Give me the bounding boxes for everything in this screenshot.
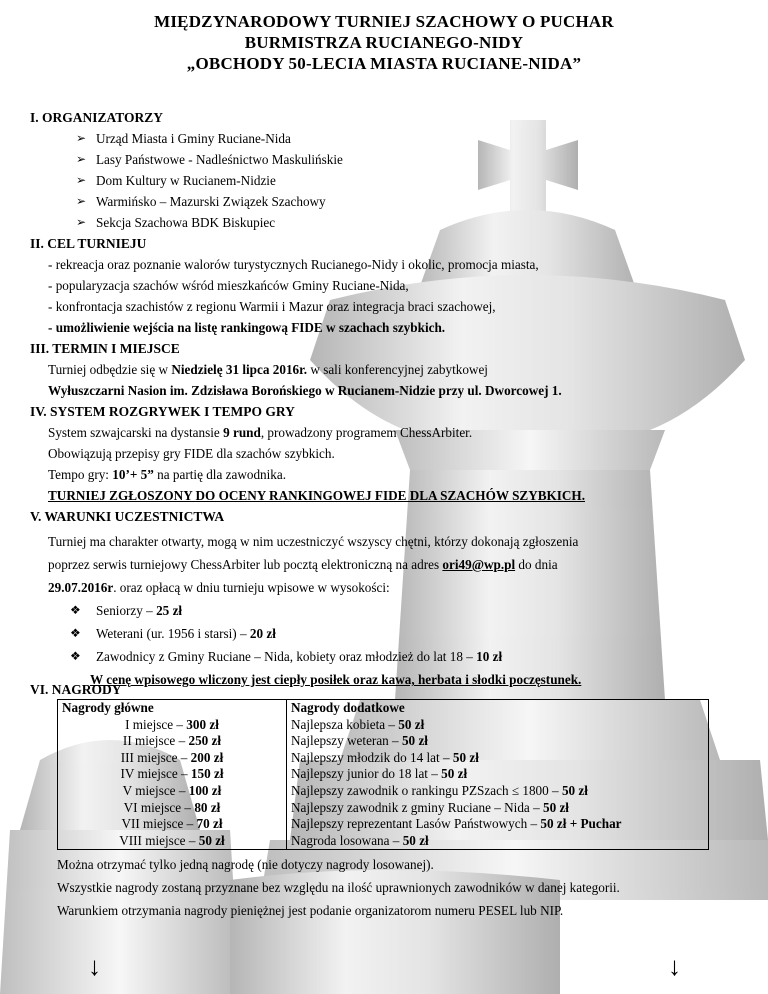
prize-note: Wszystkie nagrody zostaną przyznane bez względu na ilość uprawnionych zawodników w danej kategorii. bbox=[57, 880, 620, 895]
main-prize: III miejsce – 200 zł bbox=[58, 750, 287, 767]
tournament-date: Niedzielę 31 lipca 2016r. bbox=[171, 362, 308, 377]
extra-prize: Najlepszy reprezentant Lasów Państwowych – 50 zł + Puchar bbox=[287, 816, 709, 833]
organizer-item: ➢ Urząd Miasta i Gminy Ruciane-Nida bbox=[76, 131, 291, 146]
fide-rating-notice: TURNIEJ ZGŁOSZONY DO OCENY RANKINGOWEJ FIDE DLA SZACHÓW SZYBKICH. bbox=[48, 488, 585, 503]
extra-prize: Nagroda losowana – 50 zł bbox=[287, 833, 709, 850]
tempo-value: 10’+ 5” bbox=[112, 467, 154, 482]
rounds-count: 9 rund bbox=[223, 425, 261, 440]
extra-prizes-header: Nagrody dodatkowe bbox=[287, 700, 709, 717]
arrow-bullet-icon: ➢ bbox=[76, 152, 87, 166]
main-prize: VIII miejsce – 50 zł bbox=[58, 833, 287, 850]
table-row bbox=[58, 766, 709, 783]
extra-prize: Najlepszy weteran – 50 zł bbox=[287, 733, 709, 750]
table-row bbox=[58, 783, 709, 800]
main-prize: V miejsce – 100 zł bbox=[58, 783, 287, 800]
extra-prize: Najlepszy junior do 18 lat – 50 zł bbox=[287, 766, 709, 783]
registration-deadline: 29.07.2016r bbox=[48, 580, 114, 595]
rules-line: Obowiązują przepisy gry FIDE dla szachów szybkich. bbox=[48, 446, 335, 461]
goal-line-fide: - umożliwienie wejścia na listę rankingową FIDE w szachach szybkich. bbox=[48, 320, 446, 335]
down-arrow-icon: ↓ bbox=[88, 952, 101, 981]
extra-prize: Najlepsza kobieta – 50 zł bbox=[287, 717, 709, 734]
goal-line: - konfrontacja szachistów z regionu Warmii i Mazur oraz integracja braci szachowej, bbox=[48, 299, 496, 314]
conditions-line: 29.07.2016r. oraz opłacą w dniu turnieju wpisowe w wysokości: bbox=[48, 580, 390, 595]
conditions-line: Turniej ma charakter otwarty, mogą w nim uczestniczyć wszyscy chętni, którzy dokonają zgłoszenia bbox=[48, 534, 579, 549]
main-prizes-header: Nagrody główne bbox=[58, 700, 287, 717]
section-system-heading: IV. SYSTEM ROZGRYWEK I TEMPO GRY bbox=[30, 404, 295, 419]
main-prize: IV miejsce – 150 zł bbox=[58, 766, 287, 783]
email-link[interactable]: ori49@wp.pl bbox=[442, 557, 516, 572]
table-row bbox=[58, 700, 709, 717]
diamond-bullet-icon: ❖ bbox=[70, 649, 81, 663]
system-line: System szwajcarski na dystansie 9 rund, prowadzony programem ChessArbiter. bbox=[48, 425, 473, 440]
diamond-bullet-icon: ❖ bbox=[70, 626, 81, 640]
table-row bbox=[58, 717, 709, 734]
table-row bbox=[58, 816, 709, 833]
extra-prize: Najlepszy młodzik do 14 lat – 50 zł bbox=[287, 750, 709, 767]
prize-note: Warunkiem otrzymania nagrody pieniężnej jest podanie organizatorom numeru PESEL lub NIP. bbox=[57, 903, 564, 918]
extra-prize: Najlepszy zawodnik o rankingu PZSzach ≤ 1800 – 50 zł bbox=[287, 783, 709, 800]
goal-line: - popularyzacja szachów wśród mieszkańców Gminy Ruciane-Nida, bbox=[48, 278, 409, 293]
arrow-bullet-icon: ➢ bbox=[76, 215, 87, 229]
section-prizes-heading: VI. NAGRODY bbox=[30, 682, 122, 697]
table-row bbox=[58, 833, 709, 850]
fee-includes-note: W cenę wpisowego wliczony jest ciepły posiłek oraz kawa, herbata i słodki poczęstunek. bbox=[90, 672, 582, 687]
tempo-line: Tempo gry: 10’+ 5” na partię dla zawodnika. bbox=[48, 467, 287, 482]
arrow-bullet-icon: ➢ bbox=[76, 131, 87, 145]
conditions-line: poprzez serwis turniejowy ChessArbiter lub pocztą elektroniczną na adres ori49@wp.pl do dnia bbox=[48, 557, 558, 572]
fee-item: ❖ Weterani (ur. 1956 i starsi) – 20 zł bbox=[70, 626, 276, 641]
main-prize: I miejsce – 300 zł bbox=[58, 717, 287, 734]
section-conditions-heading: V. WARUNKI UCZESTNICTWA bbox=[30, 509, 225, 524]
arrow-bullet-icon: ➢ bbox=[76, 173, 87, 187]
title-line-2: BURMISTRZA RUCIANEGO-NIDY bbox=[244, 33, 524, 52]
organizer-item: ➢ Lasy Państwowe - Nadleśnictwo Maskulińskie bbox=[76, 152, 343, 167]
section-organizers-heading: I. ORGANIZATORZY bbox=[30, 110, 164, 125]
section-date-place-heading: III. TERMIN I MIEJSCE bbox=[30, 341, 180, 356]
organizer-item: ➢ Warmińsko – Mazurski Związek Szachowy bbox=[76, 194, 326, 209]
table-row bbox=[58, 750, 709, 767]
fee-item: ❖ Seniorzy – 25 zł bbox=[70, 603, 183, 618]
prize-note: Można otrzymać tylko jedną nagrodę (nie dotyczy nagrody losowanej). bbox=[57, 857, 434, 872]
main-prize: II miejsce – 250 zł bbox=[58, 733, 287, 750]
prizes-table bbox=[57, 699, 709, 850]
arrow-bullet-icon: ➢ bbox=[76, 194, 87, 208]
date-line: Turniej odbędzie się w Niedzielę 31 lipca 2016r. w sali konferencyjnej zabytkowej bbox=[48, 362, 488, 377]
organizer-item: ➢ Dom Kultury w Rucianem-Nidzie bbox=[76, 173, 276, 188]
table-row bbox=[58, 733, 709, 750]
main-prize: VI miejsce – 80 zł bbox=[58, 800, 287, 817]
fee-item: ❖ Zawodnicy z Gminy Ruciane – Nida, kobiety oraz młodzież do lat 18 – 10 zł bbox=[70, 649, 503, 664]
section-goal-heading: II. CEL TURNIEJU bbox=[30, 236, 147, 251]
down-arrow-icon: ↓ bbox=[668, 952, 681, 981]
organizer-item: ➢ Sekcja Szachowa BDK Biskupiec bbox=[76, 215, 276, 230]
goal-line: - rekreacja oraz poznanie walorów turystycznych Rucianego-Nidy i okolic, promocja miasta, bbox=[48, 257, 539, 272]
venue-line: Wyłuszczarni Nasion im. Zdzisława Borońskiego w Rucianem-Nidzie przy ul. Dworcowej 1. bbox=[48, 383, 562, 398]
title-line-1: MIĘDZYNARODOWY TURNIEJ SZACHOWY O PUCHAR bbox=[154, 12, 614, 31]
title-line-3: „OBCHODY 50-LECIA MIASTA RUCIANE-NIDA” bbox=[186, 54, 582, 73]
table-row bbox=[58, 800, 709, 817]
diamond-bullet-icon: ❖ bbox=[70, 603, 81, 617]
main-prize: VII miejsce – 70 zł bbox=[58, 816, 287, 833]
extra-prize: Najlepszy zawodnik z gminy Ruciane – Nida – 50 zł bbox=[287, 800, 709, 817]
